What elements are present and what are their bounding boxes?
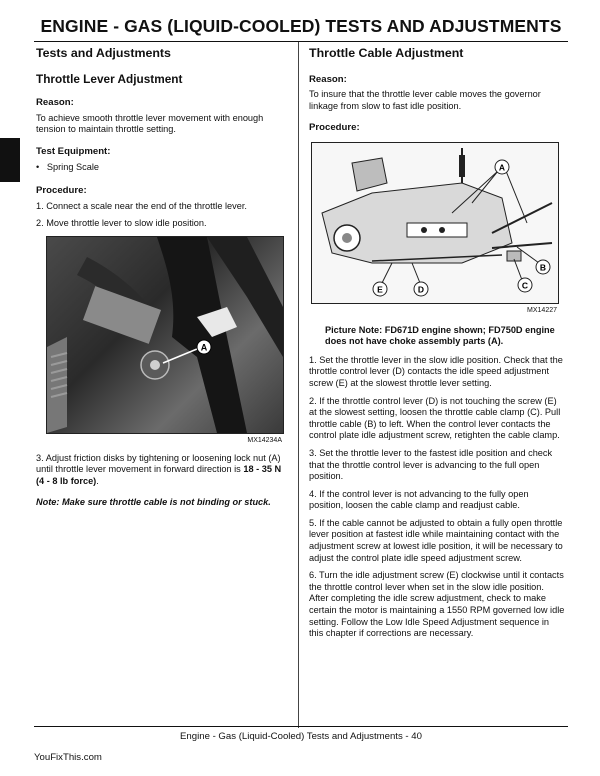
procedure-step: 3. Set the throttle lever to the fastest idle position and check that the throttle control lever is advancing to the full open position.	[309, 447, 553, 482]
procedure-step: 2. If the throttle control lever (D) is not touching the screw (E) at the slowest setting, loosen the throttle cable clamp (C). Pull throttle cable (B) to left. When the control lever contacts the control plate idle adjustment screw, retighten the cable clamp.	[309, 395, 561, 441]
right-column	[309, 48, 565, 646]
figure-id: MX14234A	[247, 436, 282, 444]
section-tab-marker	[0, 138, 20, 182]
reason-text: To achieve smooth throttle lever movement with enough tension to maintain throttle setting.	[36, 112, 264, 135]
left-column	[36, 48, 288, 509]
section-title: Throttle Cable Adjustment	[309, 46, 464, 60]
figure-label-e: E	[377, 284, 383, 295]
figure-id: MX14227	[527, 306, 557, 314]
procedure-step: 6. Turn the idle adjustment screw (E) clockwise until it contacts the throttle control lever when set in the slow idle position. After completing the idle screw adjustment, check to make certain the motor is maintaining a 1550 RPM governed low idle setting. Follow the Low Idle Speed Adjustment sequence in this chapter if corrections are necessary.	[309, 570, 565, 639]
procedure-step-3: 3. Adjust friction disks by tightening or loosening lock nut (A) until throttle lever movement in forward direction is 18 - 35 N (4 - 8 lb force).	[36, 452, 282, 486]
column-divider	[298, 42, 299, 728]
reason-heading: Reason:	[36, 97, 74, 109]
procedure-step: 4. If the control lever is not advancing to the fully open position, loosen the cable clamp and readjust cable.	[309, 488, 529, 511]
footer-divider	[34, 726, 568, 727]
binding-note: Note: Make sure throttle cable is not binding or stuck.	[36, 497, 271, 508]
equipment-item: • Spring Scale	[36, 161, 99, 172]
procedure-heading: Procedure:	[36, 185, 87, 197]
throttle-lever-photo	[46, 236, 284, 434]
page-title: ENGINE - GAS (LIQUID-COOLED) TESTS AND ADJUSTMENTS	[40, 16, 562, 36]
footer-page-label: Engine - Gas (Liquid-Cooled) Tests and Adjustments - 40	[180, 731, 422, 742]
subsection-title: Throttle Lever Adjustment	[36, 71, 183, 86]
throttle-cable-diagram	[311, 142, 559, 304]
figure-label-c: C	[521, 280, 529, 291]
reason-heading: Reason:	[309, 73, 347, 85]
equipment-heading: Test Equipment:	[36, 145, 111, 157]
procedure-step: 2. Move throttle lever to slow idle position.	[36, 218, 207, 229]
picture-note: Picture Note: FD671D engine shown; FD750D engine does not have choke assembly parts (A).	[325, 324, 555, 347]
procedure-heading: Procedure:	[309, 122, 360, 134]
figure-label-a: A	[200, 342, 208, 353]
footer-site: YouFixThis.com	[34, 752, 102, 763]
procedure-step: 1. Connect a scale near the end of the throttle lever.	[36, 200, 247, 211]
figure-label-b: B	[539, 262, 547, 273]
header-divider	[34, 41, 568, 42]
reason-text: To insure that the throttle lever cable moves the governor linkage from slow to fast idle position.	[309, 89, 541, 111]
section-title: Tests and Adjustments	[36, 46, 171, 60]
figure-label-a: A	[498, 162, 506, 173]
figure-label-d: D	[417, 284, 425, 295]
procedure-step: 1. Set the throttle lever in the slow idle position. Check that the throttle control lever (D) contacts the idle speed adjustment screw (E) at the slowest throttle lever setting.	[309, 354, 563, 388]
procedure-step: 5. If the cable cannot be adjusted to obtain a fully open throttle lever position at fastest idle while maintaining contact with the adjustment screw at lowest idle position, it will be necessary to adjust the control plate idle speed adjustment screw.	[309, 517, 563, 563]
